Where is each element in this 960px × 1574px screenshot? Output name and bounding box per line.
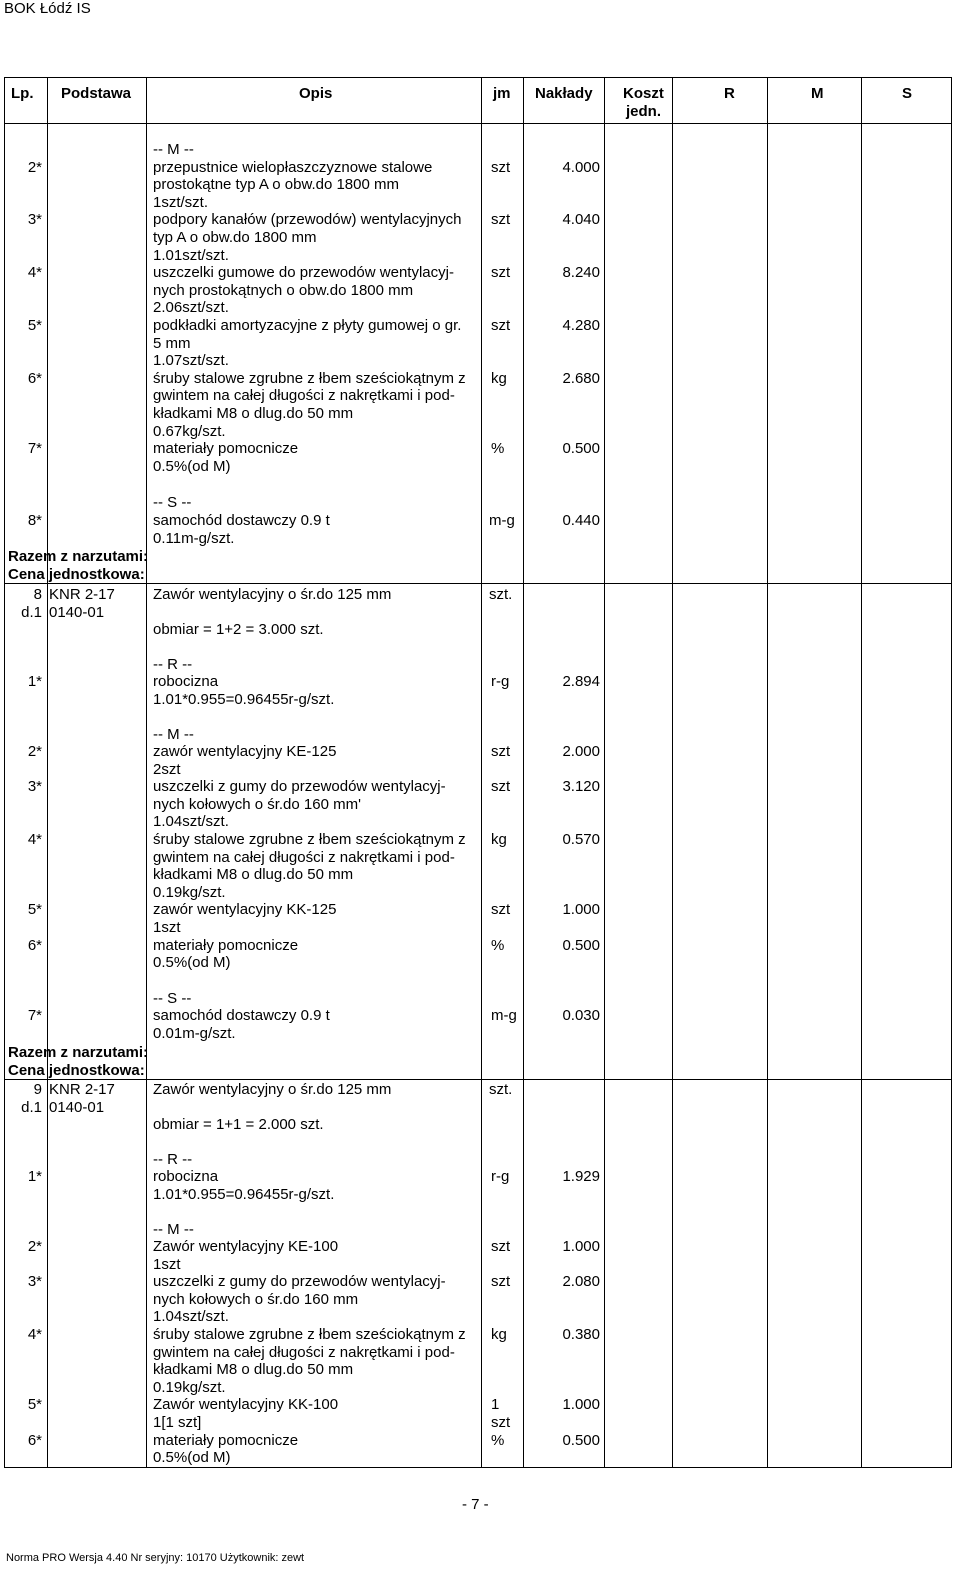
- position-obmiar: obmiar = 1+2 = 3.000 szt.: [153, 621, 324, 638]
- razem-label: Razem z narzutami:: [8, 1044, 149, 1061]
- table-right-border: [951, 77, 952, 1467]
- cena-label: Cena jednostkowa:: [8, 566, 145, 583]
- r-header: -- R --: [153, 1151, 193, 1168]
- col-opis-divider: [481, 77, 482, 1467]
- row-jm: szt: [491, 211, 511, 229]
- row-opis: zawór wentylacyjny KE-125: [153, 743, 337, 760]
- header-jedn: jedn.: [626, 103, 662, 120]
- col-jm-divider: [523, 77, 524, 1467]
- row-lp: 6*: [27, 936, 42, 954]
- row-jm: szt: [491, 317, 511, 334]
- row-opis: samochód dostawczy 0.9 t: [153, 512, 330, 529]
- row-naklady: 1.000: [562, 901, 600, 919]
- row-naklady: 2.894: [562, 673, 600, 690]
- position-d: d.1: [21, 1099, 42, 1116]
- row-opis: 0.11m-g/szt.: [153, 530, 235, 547]
- row-opis: śruby stalowe zgrubne z łbem sześciokątnym z: [153, 831, 466, 848]
- row-lp: 5*: [27, 1396, 42, 1414]
- row-opis: zawór wentylacyjny KK-125: [153, 901, 337, 919]
- row-opis: kładkami M8 o dlug.do 50 mm: [153, 1361, 354, 1379]
- row-naklady: 4.000: [562, 158, 600, 176]
- row-opis: 0.01m-g/szt.: [153, 1024, 236, 1042]
- row-jm: m-g: [491, 1007, 517, 1024]
- position-number: 8: [33, 586, 42, 603]
- row-lp: 7*: [27, 1007, 42, 1024]
- header-koszt: Koszt: [623, 85, 664, 102]
- s-header: -- S --: [153, 990, 192, 1007]
- row-jm: szt: [491, 1273, 511, 1291]
- table-bottom-border: [4, 1467, 952, 1468]
- row-lp: 7*: [27, 440, 42, 458]
- header-lp: Lp.: [11, 85, 34, 102]
- row-opis: robocizna: [153, 673, 219, 690]
- row-opis: gwintem na całej długości z nakrętkami i pod-: [153, 1343, 455, 1361]
- row-opis: 1.01szt/szt.: [153, 246, 229, 264]
- row-jm: szt: [491, 901, 511, 919]
- row-lp: 2*: [27, 1238, 42, 1255]
- row-lp: 8*: [27, 512, 42, 529]
- row-opis: nych kołowych o śr.do 160 mm: [153, 1290, 359, 1308]
- row-opis: materiały pomocnicze: [153, 1431, 299, 1449]
- row-opis: 2.06szt/szt.: [153, 299, 229, 317]
- row-jm: m-g: [489, 512, 515, 529]
- col-r-divider: [767, 77, 768, 1467]
- row-lp: 2*: [27, 158, 42, 176]
- position-8-divider: [4, 583, 952, 584]
- row-naklady: 8.240: [562, 264, 600, 282]
- row-opis: 1.01*0.955=0.96455r-g/szt.: [153, 690, 335, 708]
- row-lp: 2*: [27, 743, 42, 760]
- row-jm: szt: [491, 778, 511, 796]
- row-opis: 1.04szt/szt.: [153, 813, 229, 831]
- header-podstawa: Podstawa: [61, 85, 132, 102]
- position-jm: szt.: [489, 586, 513, 603]
- row-opis: kładkami M8 o dlug.do 50 mm: [153, 866, 354, 884]
- row-opis: uszczelki z gumy do przewodów wentylacyj-: [153, 778, 446, 796]
- col-lp-divider: [47, 77, 48, 1467]
- row-opis: 1szt/szt.: [153, 193, 209, 211]
- row-jm: kg: [491, 369, 507, 387]
- s-header: -- S --: [153, 494, 192, 511]
- row-lp: 6*: [27, 369, 42, 387]
- position-podstawa-code: 0140-01: [49, 1099, 105, 1116]
- table-left-border: [4, 77, 5, 1467]
- row-lp: 4*: [27, 1326, 42, 1343]
- header-m: M: [811, 85, 824, 102]
- row-jm: r-g: [491, 673, 510, 690]
- position-jm: szt.: [489, 1081, 513, 1098]
- r-header: -- R --: [153, 656, 193, 673]
- position-number: 9: [33, 1081, 42, 1098]
- row-opis: 0.19kg/szt.: [153, 1378, 226, 1396]
- col-m-divider: [861, 77, 862, 1467]
- footer-text: Norma PRO Wersja 4.40 Nr seryjny: 10170 Użytkownik: zewt: [6, 1552, 305, 1564]
- row-opis: kładkami M8 o dlug.do 50 mm: [153, 405, 354, 422]
- row-lp: 1*: [27, 1168, 42, 1185]
- col-podstawa-divider: [146, 77, 147, 1467]
- row-opis: materiały pomocnicze: [153, 440, 299, 458]
- col-koszt-divider: [672, 77, 673, 1467]
- row-opis: 0.5%(od M): [153, 457, 231, 475]
- row-opis: gwintem na całej długości z nakrętkami i pod-: [153, 387, 455, 405]
- row-naklady: 4.040: [562, 211, 600, 229]
- row-naklady: 0.500: [562, 936, 600, 954]
- row-lp: 3*: [27, 1273, 42, 1291]
- header-jm: jm: [493, 85, 511, 102]
- row-opis: prostokątne typ A o obw.do 1800 mm: [153, 176, 399, 194]
- row-opis: 1szt: [153, 1255, 181, 1273]
- row-opis: 5 mm: [153, 334, 191, 352]
- row-jm: szt: [491, 1238, 511, 1255]
- row-jm: %: [491, 1431, 505, 1449]
- position-opis: Zawór wentylacyjny o śr.do 125 mm: [153, 586, 392, 603]
- row-naklady: 1.000: [562, 1238, 600, 1255]
- row-opis: robocizna: [153, 1168, 219, 1185]
- row-opis: nych kołowych o śr.do 160 mm': [153, 795, 361, 813]
- row-opis: -- M --: [153, 141, 194, 158]
- row-jm: szt: [491, 1414, 511, 1431]
- col-naklady-divider: [604, 77, 605, 1467]
- position-obmiar: obmiar = 1+1 = 2.000 szt.: [153, 1116, 324, 1133]
- row-naklady: 0.440: [562, 512, 600, 529]
- row-opis: uszczelki gumowe do przewodów wentylacyj-: [153, 264, 454, 282]
- position-9-divider: [4, 1079, 952, 1080]
- row-lp: 3*: [27, 778, 42, 796]
- row-jm: r-g: [491, 1168, 510, 1185]
- row-jm: kg: [491, 831, 507, 848]
- row-opis: samochód dostawczy 0.9 t: [153, 1007, 330, 1024]
- row-jm: 1: [491, 1396, 500, 1414]
- header-opis: Opis: [299, 85, 333, 102]
- position-podstawa-code: 0140-01: [49, 604, 105, 621]
- position-podstawa: KNR 2-17: [49, 586, 115, 603]
- row-opis: Zawór wentylacyjny KK-100: [153, 1396, 339, 1414]
- row-jm: %: [491, 440, 505, 458]
- row-opis: 0.19kg/szt.: [153, 883, 226, 901]
- row-opis: śruby stalowe zgrubne z łbem sześciokątnym z: [153, 369, 466, 387]
- row-jm: szt: [491, 158, 511, 176]
- row-naklady: 0.500: [562, 440, 600, 458]
- row-opis: 1.01*0.955=0.96455r-g/szt.: [153, 1185, 335, 1203]
- row-lp: 4*: [27, 831, 42, 848]
- row-naklady: 2.000: [562, 743, 600, 760]
- header-s: S: [902, 85, 913, 102]
- row-opis: przepustnice wielopłaszczyznowe stalowe: [153, 158, 433, 176]
- cena-label: Cena jednostkowa:: [8, 1062, 145, 1079]
- row-opis: 1szt: [153, 919, 181, 936]
- row-jm: kg: [491, 1326, 507, 1343]
- position-podstawa: KNR 2-17: [49, 1081, 115, 1098]
- row-jm: %: [491, 936, 505, 954]
- row-opis: 0.67kg/szt.: [153, 422, 226, 440]
- header-naklady: Nakłady: [535, 85, 593, 102]
- document-title: BOK Łódź IS: [4, 0, 91, 17]
- row-naklady: 0.570: [562, 831, 600, 848]
- row-opis: nych prostokątnych o obw.do 1800 mm: [153, 281, 414, 299]
- row-opis: uszczelki z gumy do przewodów wentylacyj-: [153, 1273, 446, 1291]
- row-lp: 6*: [27, 1431, 42, 1449]
- row-jm: szt: [491, 264, 511, 282]
- row-opis: materiały pomocnicze: [153, 936, 299, 954]
- row-opis: 0.5%(od M): [153, 954, 231, 972]
- row-lp: 3*: [27, 211, 42, 229]
- row-opis: podpory kanałów (przewodów) wentylacyjnych: [153, 211, 462, 229]
- row-lp: 5*: [27, 317, 42, 334]
- row-lp: 4*: [27, 264, 42, 282]
- razem-label: Razem z narzutami:: [8, 548, 149, 565]
- row-lp: 5*: [27, 901, 42, 919]
- row-opis: 2szt: [153, 760, 181, 778]
- m-header: -- M --: [153, 1221, 194, 1238]
- row-opis: śruby stalowe zgrubne z łbem sześciokątnym z: [153, 1326, 466, 1343]
- position-d: d.1: [21, 604, 42, 621]
- row-opis: gwintem na całej długości z nakrętkami i pod-: [153, 848, 455, 866]
- row-naklady: 4.280: [562, 317, 600, 334]
- row-opis: typ A o obw.do 1800 mm: [153, 229, 317, 246]
- m-header: -- M --: [153, 726, 194, 743]
- row-opis: Zawór wentylacyjny KE-100: [153, 1238, 339, 1255]
- row-opis: 1[1 szt]: [153, 1414, 202, 1431]
- page-number: - 7 -: [462, 1496, 489, 1513]
- row-opis: 0.5%(od M): [153, 1449, 231, 1467]
- row-naklady: 0.380: [562, 1326, 600, 1343]
- row-naklady: 0.030: [562, 1007, 600, 1024]
- row-naklady: 2.680: [562, 369, 600, 387]
- row-opis: 1.04szt/szt.: [153, 1308, 229, 1326]
- row-opis: podkładki amortyzacyjne z płyty gumowej o gr.: [153, 317, 462, 334]
- row-jm: szt: [491, 743, 511, 760]
- row-naklady: 0.500: [562, 1431, 600, 1449]
- row-naklady: 3.120: [562, 778, 600, 796]
- row-naklady: 2.080: [562, 1273, 600, 1291]
- row-lp: 1*: [27, 673, 42, 690]
- row-opis: 1.07szt/szt.: [153, 352, 229, 370]
- row-naklady: 1.000: [562, 1396, 600, 1414]
- row-naklady: 1.929: [562, 1168, 600, 1185]
- position-opis: Zawór wentylacyjny o śr.do 125 mm: [153, 1081, 392, 1098]
- header-r: R: [724, 85, 735, 102]
